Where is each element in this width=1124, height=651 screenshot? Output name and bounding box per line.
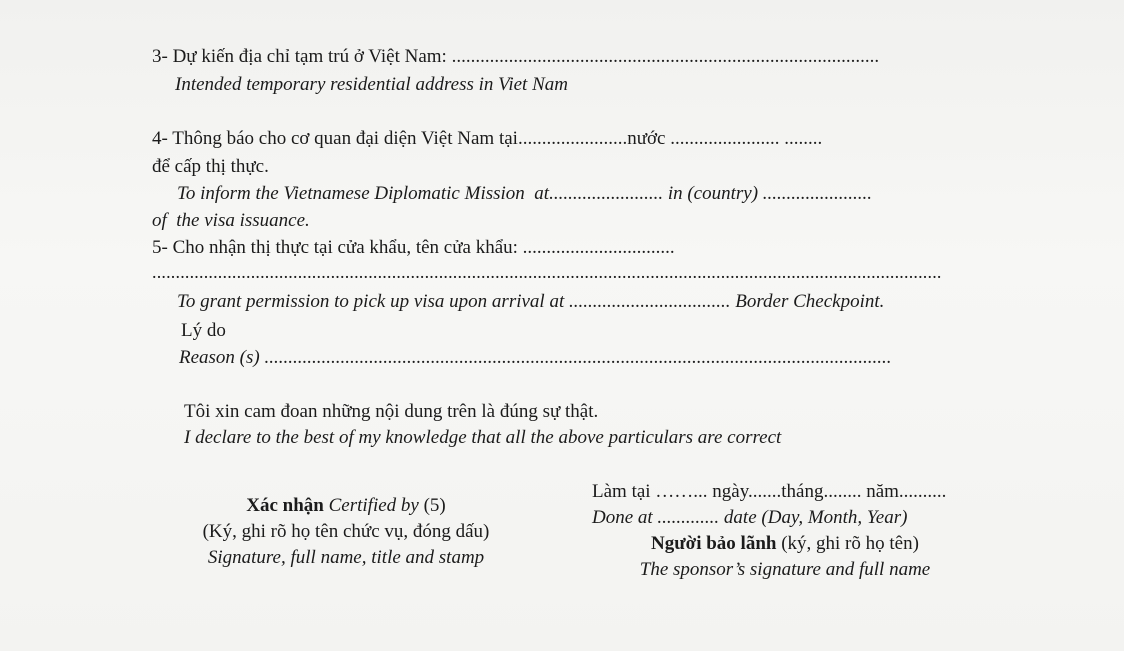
item5-label: 5- Cho nhận thị thực tại cửa khẩu, tên cửa khẩu: ................................ [152,237,675,258]
sponsor-title-bold: Người bảo lãnh [651,533,777,554]
certified-title-italic: Certified by [328,495,419,516]
sponsor-title-rest: (ký, ghi rõ họ tên) [781,533,919,554]
certified-title-num: (5) [423,495,446,516]
sponsor-sub-en: The sponsor’s signature and full name [639,559,931,580]
item4-label-continued: để cấp thị thực. [152,156,269,177]
item5-label-en: To grant permission to pick up visa upon arrival at .................................. Border Checkpoint. [177,291,885,312]
item4-label-en-continued: of the visa issuance. [152,210,310,231]
item3-label: 3- Dự kiến địa chỉ tạm trú ở Việt Nam: .......................................................................................... [152,46,880,67]
place-date-vi: Làm tại ……... ngày.......tháng........ năm.......... [592,481,947,502]
item4-label: 4- Thông báo cho cơ quan đại diện Việt Nam tại.......................nước ....................... ........ [152,128,823,149]
reason-label: Lý do [181,320,226,341]
certified-sub-en: Signature, full name, title and stamp [207,547,485,568]
declaration-en: I declare to the best of my knowledge that all the above particulars are correct [184,427,782,448]
declaration-vi: Tôi xin cam đoan những nội dung trên là đúng sự thật. [184,401,599,422]
item5-dotted-line: ........................................................................................................................................................................ [152,262,942,282]
item4-label-en: To inform the Vietnamese Diplomatic Mission at........................ in (country) ....................... [177,183,873,204]
sponsor-title [586,532,984,556]
item3-label-en: Intended temporary residential address in Viet Nam [175,74,568,95]
certified-sub-vi: (Ký, ghi rõ họ tên chức vụ, đóng dấu) [202,521,490,542]
reason-label-en: Reason (s) .................................................................................................................................... [179,347,892,368]
certified-title [166,494,526,518]
certified-title-bold: Xác nhận [246,495,324,516]
place-date-en: Done at ............. date (Day, Month, Year) [592,507,908,528]
